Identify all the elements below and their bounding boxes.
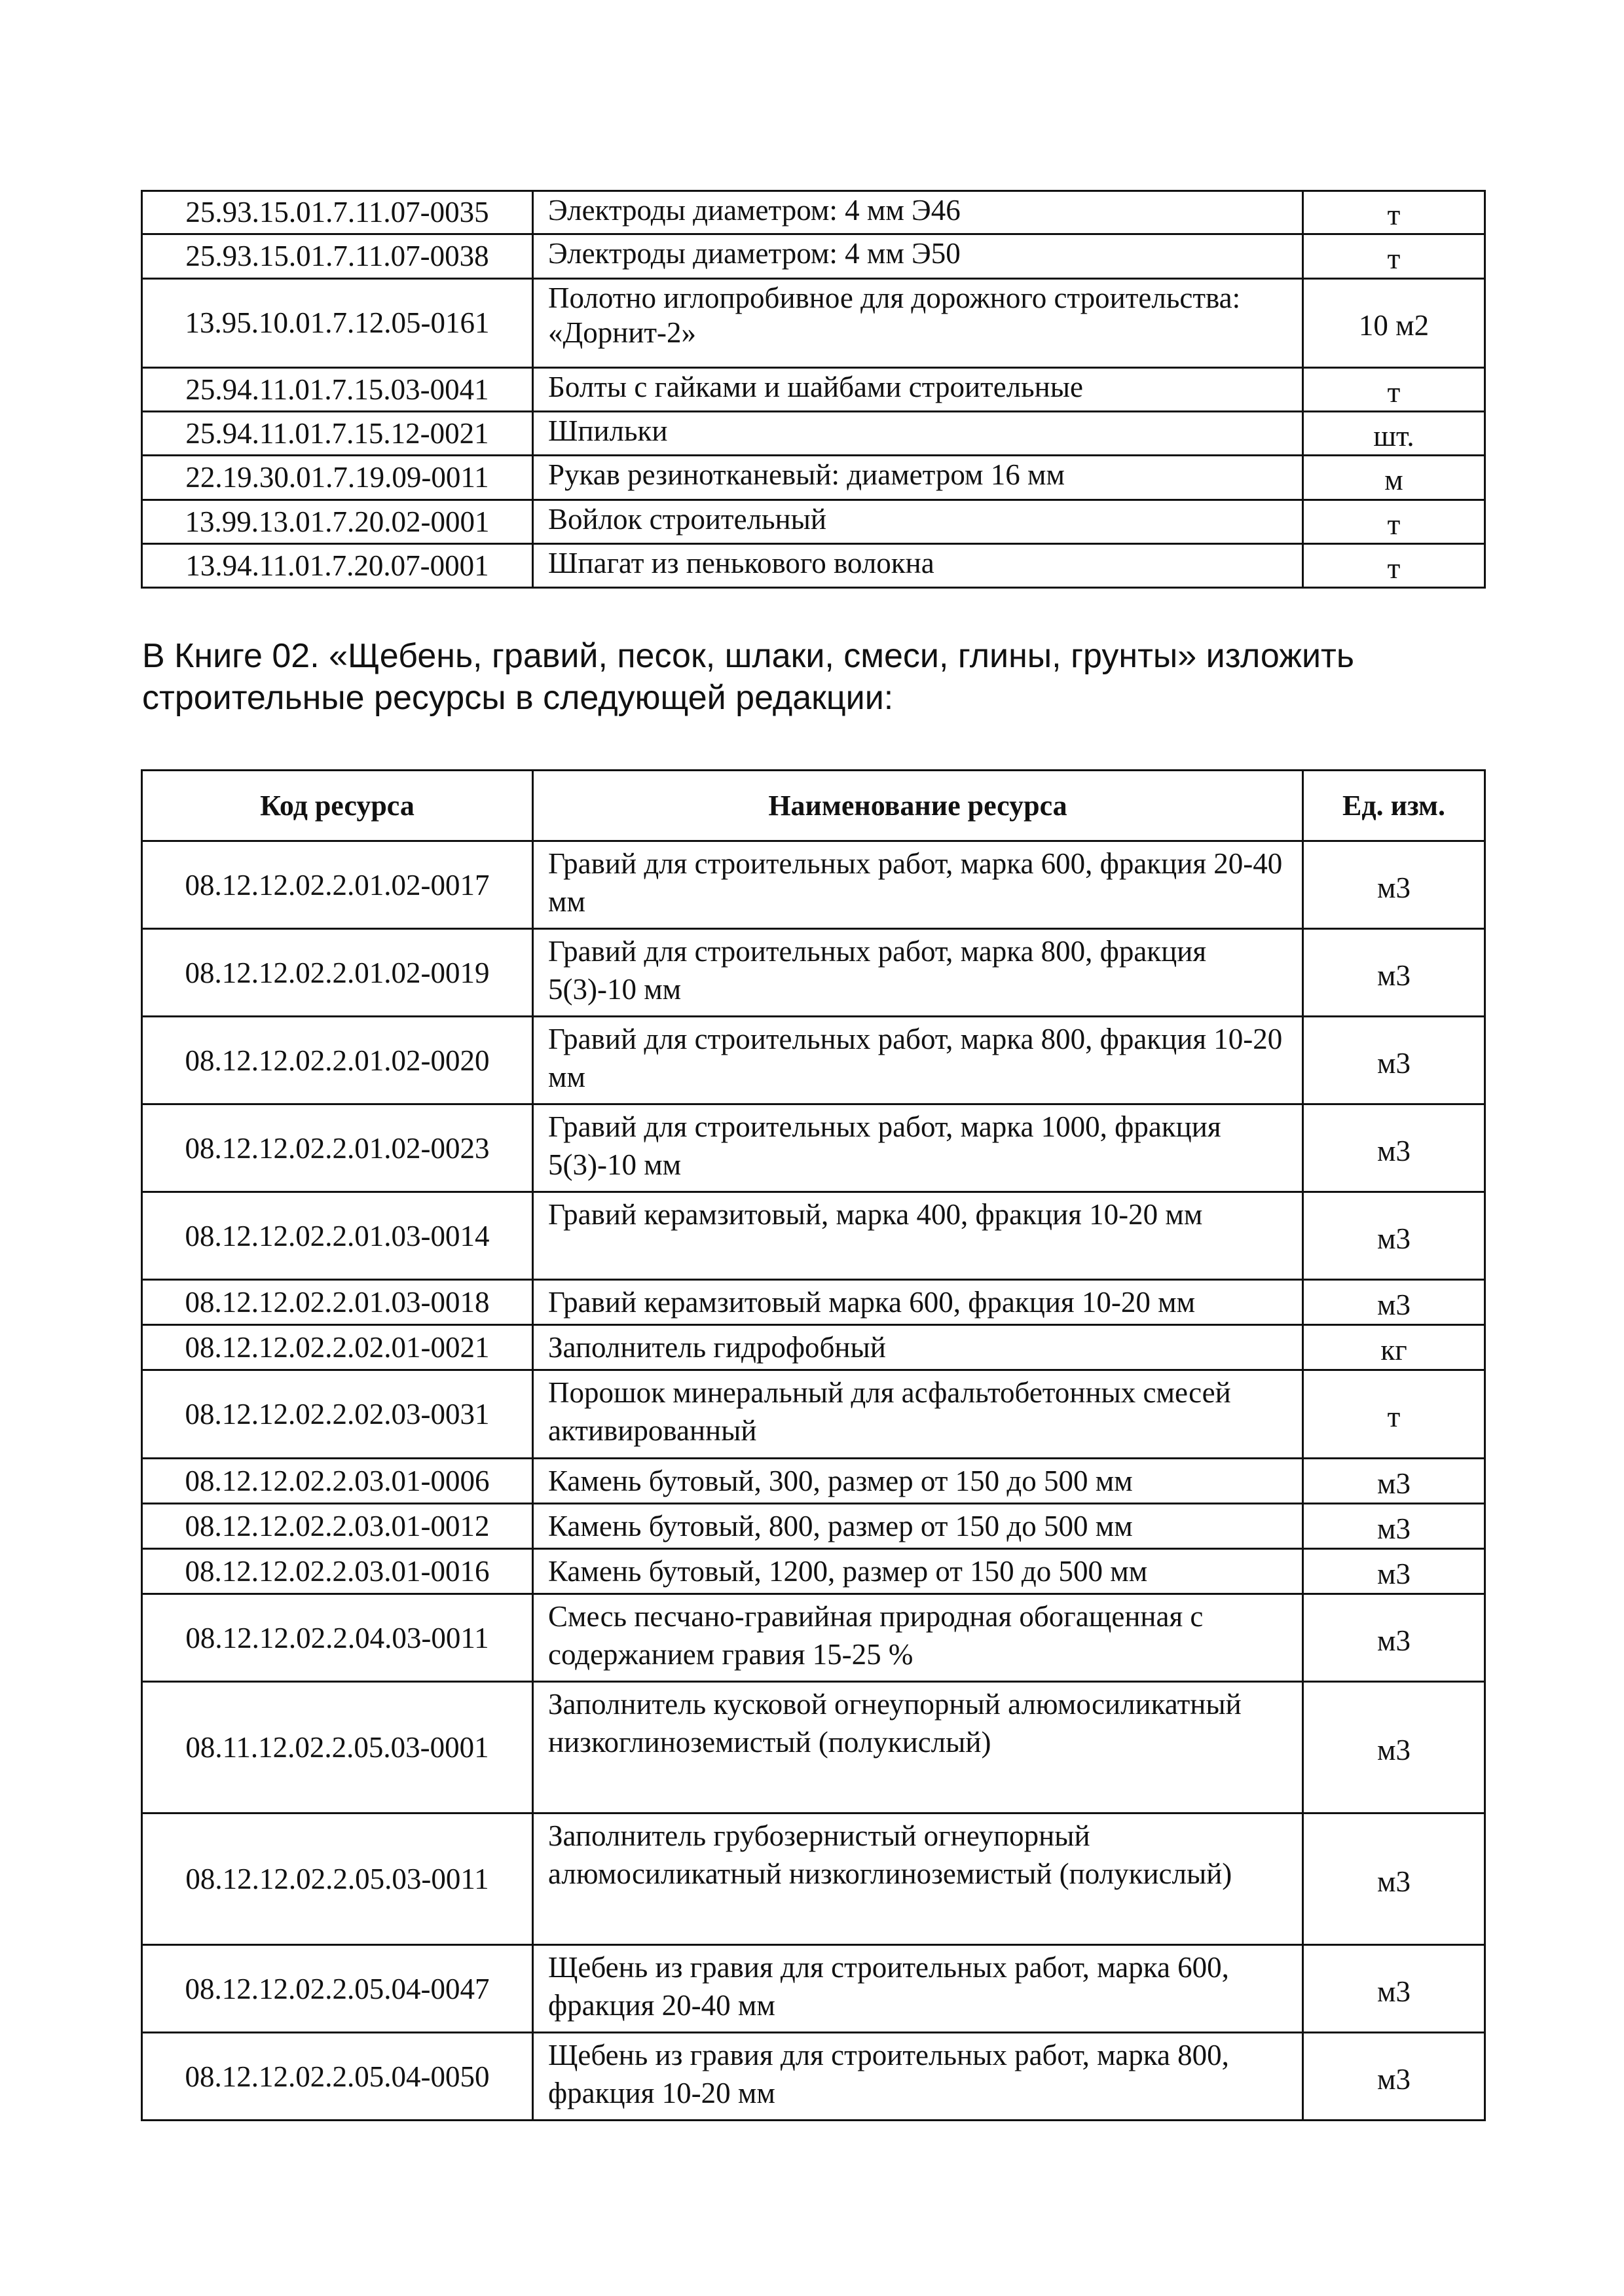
resource-unit: м3 — [1303, 1017, 1485, 1104]
resource-name: Заполнитель кусковой огнеупорный алюмосиликатный низкоглиноземистый (полукислый) — [533, 1682, 1303, 1813]
resource-code: 25.93.15.01.7.11.07-0038 — [142, 234, 533, 279]
column-header-name: Наименование ресурса — [533, 771, 1303, 841]
resource-unit: м3 — [1303, 1813, 1485, 1945]
resource-unit: м3 — [1303, 1682, 1485, 1813]
resource-name: Камень бутовый, 800, размер от 150 до 500 мм — [533, 1504, 1303, 1549]
resource-unit: т — [1303, 191, 1485, 234]
resource-name: Камень бутовый, 1200, размер от 150 до 500 мм — [533, 1549, 1303, 1594]
resource-code: 08.12.12.02.2.01.02-0019 — [142, 929, 533, 1017]
resource-code: 08.12.12.02.2.01.02-0020 — [142, 1017, 533, 1104]
resource-unit: т — [1303, 234, 1485, 279]
resource-code: 13.95.10.01.7.12.05-0161 — [142, 279, 533, 368]
table-row — [142, 1459, 1485, 1504]
resource-unit: м3 — [1303, 929, 1485, 1017]
table-row — [142, 1192, 1485, 1280]
table-row — [142, 412, 1485, 456]
resource-code: 25.93.15.01.7.11.07-0035 — [142, 191, 533, 234]
resource-code: 08.12.12.02.2.05.03-0011 — [142, 1813, 533, 1945]
table-row — [142, 929, 1485, 1017]
table-row — [142, 1280, 1485, 1325]
table-row — [142, 234, 1485, 279]
resource-name: Полотно иглопробивное для дорожного строительства: «Дорнит-2» — [533, 279, 1303, 368]
resource-unit: т — [1303, 544, 1485, 588]
resource-unit: шт. — [1303, 412, 1485, 456]
table-header-row — [142, 771, 1485, 841]
resource-name: Порошок минеральный для асфальтобетонных смесей активированный — [533, 1370, 1303, 1459]
table-row — [142, 2033, 1485, 2121]
table-row — [142, 841, 1485, 929]
resource-name: Гравий для строительных работ, марка 800, фракция 5(3)-10 мм — [533, 929, 1303, 1017]
resource-unit: т — [1303, 1370, 1485, 1459]
resource-name: Болты с гайками и шайбами строительные — [533, 368, 1303, 412]
resource-code: 13.94.11.01.7.20.07-0001 — [142, 544, 533, 588]
resource-name: Гравий для строительных работ, марка 1000, фракция 5(3)-10 мм — [533, 1104, 1303, 1192]
table-row — [142, 544, 1485, 588]
resource-name: Заполнитель грубозернистый огнеупорный алюмосиликатный низкоглиноземистый (полукислый) — [533, 1813, 1303, 1945]
resource-unit: м3 — [1303, 1459, 1485, 1504]
resource-unit: кг — [1303, 1325, 1485, 1370]
resource-code: 08.12.12.02.2.03.01-0006 — [142, 1459, 533, 1504]
resource-name: Щебень из гравия для строительных работ, марка 800, фракция 10-20 мм — [533, 2033, 1303, 2121]
resource-code: 25.94.11.01.7.15.12-0021 — [142, 412, 533, 456]
table-row — [142, 1813, 1485, 1945]
resource-unit: м3 — [1303, 1504, 1485, 1549]
resource-code: 08.12.12.02.2.01.03-0018 — [142, 1280, 533, 1325]
resource-name: Шпагат из пенькового волокна — [533, 544, 1303, 588]
resource-unit: м — [1303, 456, 1485, 500]
resource-code: 08.12.12.02.2.03.01-0016 — [142, 1549, 533, 1594]
resource-table — [141, 769, 1486, 2121]
section-intro-paragraph: В Книге 02. «Щебень, гравий, песок, шлаки, смеси, глины, грунты» изложить строительные ресурсы в следующей редакции: — [142, 637, 1354, 717]
resource-name: Гравий для строительных работ, марка 800, фракция 10-20 мм — [533, 1017, 1303, 1104]
resource-unit: м3 — [1303, 1280, 1485, 1325]
resource-name: Электроды диаметром: 4 мм Э46 — [533, 191, 1303, 234]
resource-name: Войлок строительный — [533, 500, 1303, 544]
resource-code: 08.12.12.02.2.05.04-0047 — [142, 1945, 533, 2033]
table-row — [142, 500, 1485, 544]
column-header-unit: Ед. изм. — [1303, 771, 1485, 841]
resource-code: 13.99.13.01.7.20.02-0001 — [142, 500, 533, 544]
resource-unit: 10 м2 — [1303, 279, 1485, 368]
resource-name: Шпильки — [533, 412, 1303, 456]
resource-name: Гравий для строительных работ, марка 600, фракция 20-40 мм — [533, 841, 1303, 929]
resource-code: 08.12.12.02.2.01.02-0023 — [142, 1104, 533, 1192]
resource-name: Щебень из гравия для строительных работ, марка 600, фракция 20-40 мм — [533, 1945, 1303, 2033]
resource-unit: м3 — [1303, 2033, 1485, 2121]
table-row — [142, 1549, 1485, 1594]
resource-code: 08.11.12.02.2.05.03-0001 — [142, 1682, 533, 1813]
table-row — [142, 1945, 1485, 2033]
resource-code: 08.12.12.02.2.03.01-0012 — [142, 1504, 533, 1549]
resource-unit: м3 — [1303, 1192, 1485, 1280]
resource-unit: м3 — [1303, 841, 1485, 929]
resource-unit: м3 — [1303, 1594, 1485, 1682]
table-row — [142, 1594, 1485, 1682]
resource-name: Камень бутовый, 300, размер от 150 до 500 мм — [533, 1459, 1303, 1504]
resource-code: 08.12.12.02.2.01.03-0014 — [142, 1192, 533, 1280]
resource-name: Рукав резинотканевый: диаметром 16 мм — [533, 456, 1303, 500]
resource-code: 08.12.12.02.2.02.03-0031 — [142, 1370, 533, 1459]
resource-name: Гравий керамзитовый, марка 400, фракция 10-20 мм — [533, 1192, 1303, 1280]
table-row — [142, 456, 1485, 500]
table-row — [142, 1682, 1485, 1813]
table-row — [142, 1017, 1485, 1104]
resource-unit: м3 — [1303, 1945, 1485, 2033]
resource-unit: т — [1303, 368, 1485, 412]
table-row — [142, 1504, 1485, 1549]
resource-name: Заполнитель гидрофобный — [533, 1325, 1303, 1370]
table-row — [142, 1104, 1485, 1192]
resource-name: Смесь песчано-гравийная природная обогащенная с содержанием гравия 15-25 % — [533, 1594, 1303, 1682]
resource-code: 08.12.12.02.2.02.01-0021 — [142, 1325, 533, 1370]
resource-table-continued — [141, 190, 1486, 589]
table-row — [142, 279, 1485, 368]
resource-unit: м3 — [1303, 1104, 1485, 1192]
table-row — [142, 1325, 1485, 1370]
resource-code: 22.19.30.01.7.19.09-0011 — [142, 456, 533, 500]
resource-code: 08.12.12.02.2.01.02-0017 — [142, 841, 533, 929]
resource-unit: т — [1303, 500, 1485, 544]
resource-code: 08.12.12.02.2.04.03-0011 — [142, 1594, 533, 1682]
resource-unit: м3 — [1303, 1549, 1485, 1594]
resource-name: Электроды диаметром: 4 мм Э50 — [533, 234, 1303, 279]
resource-code: 08.12.12.02.2.05.04-0050 — [142, 2033, 533, 2121]
resource-code: 25.94.11.01.7.15.03-0041 — [142, 368, 533, 412]
table-row — [142, 191, 1485, 234]
column-header-code: Код ресурса — [142, 771, 533, 841]
table-row — [142, 1370, 1485, 1459]
resource-name: Гравий керамзитовый марка 600, фракция 10-20 мм — [533, 1280, 1303, 1325]
table-row — [142, 368, 1485, 412]
